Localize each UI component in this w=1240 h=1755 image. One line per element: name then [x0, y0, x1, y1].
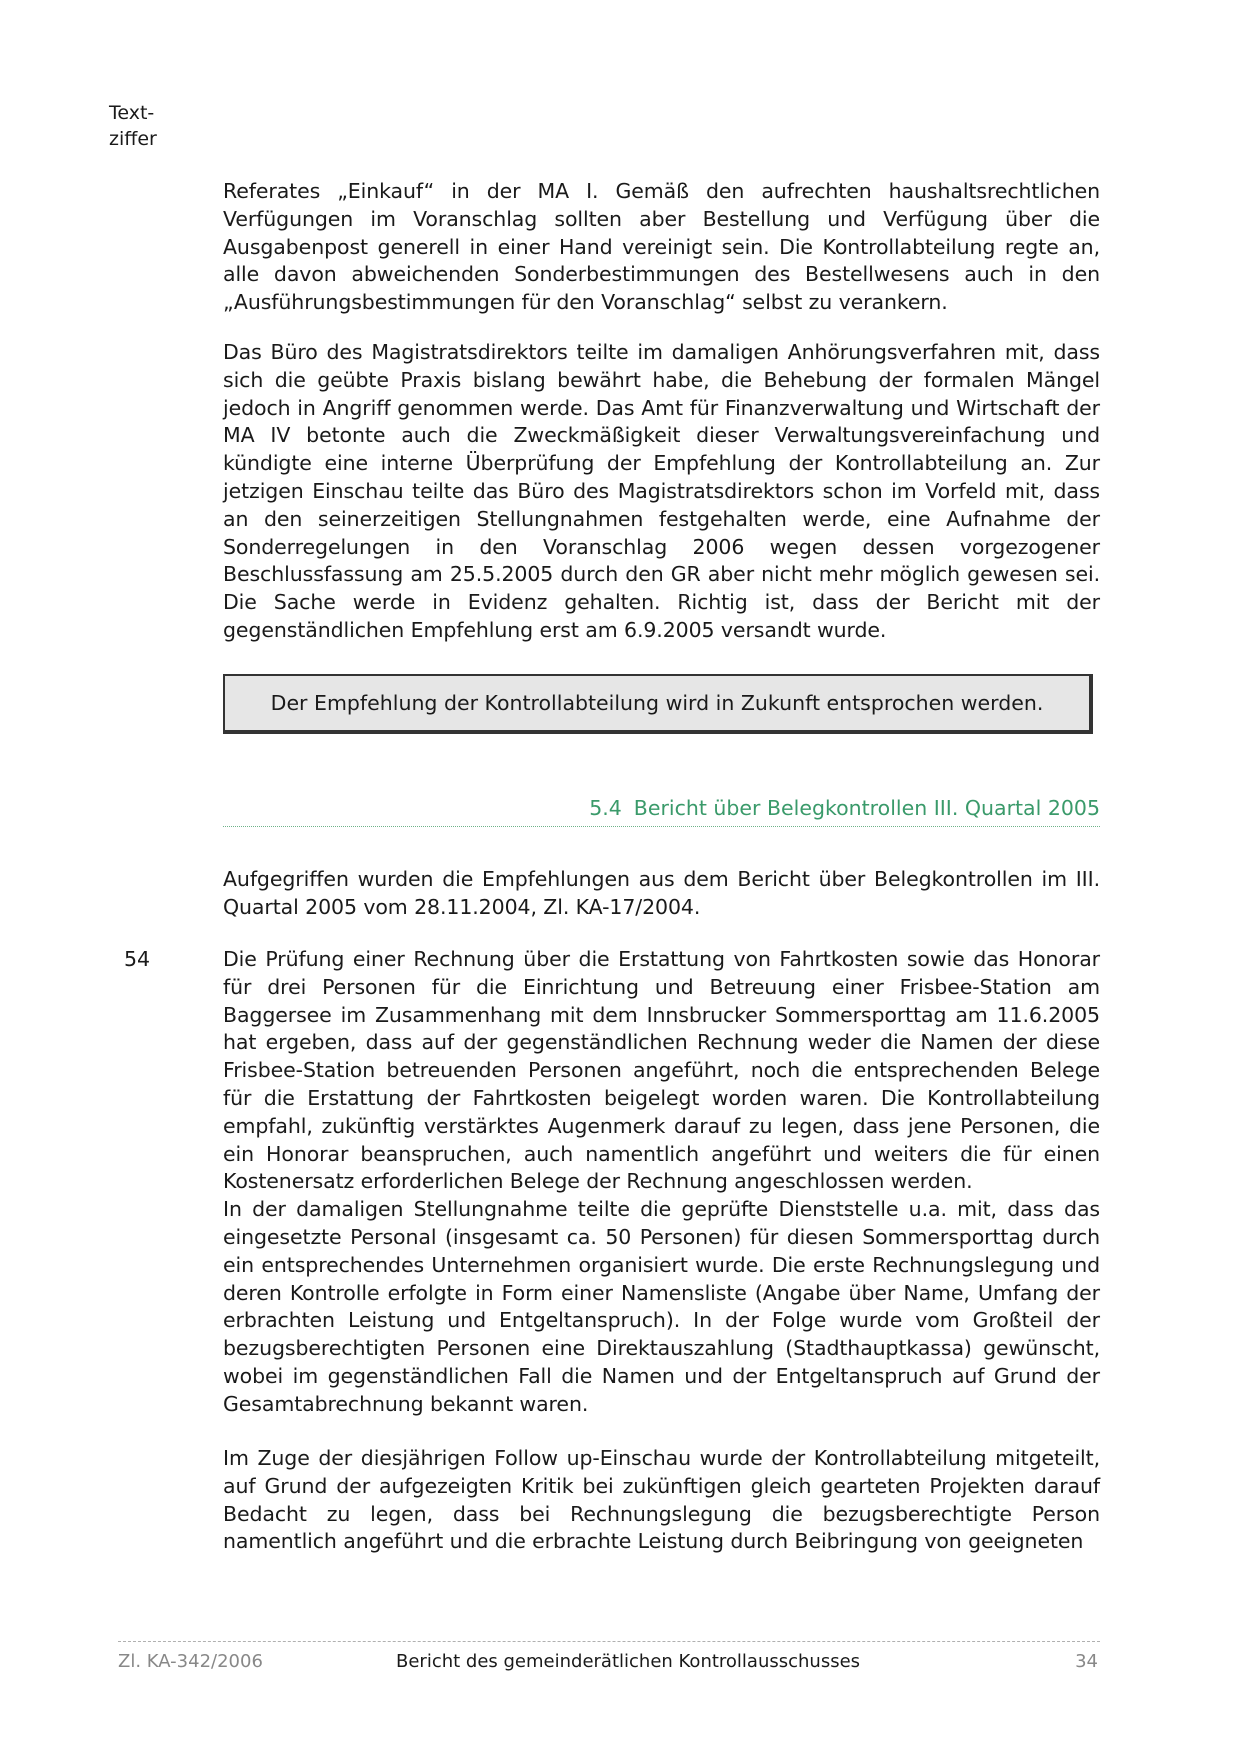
paragraph-text-stellungnahme: In der damaligen Stellungnahme teilte die geprüfte Dienststelle u.a. mit, dass das eingesetzte Personal (insgesamt ca. 50 Personen) für diesen Sommersporttag durch ein entsprechendes Unternehmen organisiert wurde. Die erste Rechnungslegung und deren Kontrolle erfolgte in Form einer Namensliste (Angabe über Name, Umfang der erbrachten Leistung und Entgeltanspruch). In der Folge wurde vom Großteil der bezugsberechtigten Personen eine Direktauszahlung (Stadthauptkassa) gewünscht, wobei im gegenständlichen Fall die Namen und der Entgeltanspruch auf Grund der Gesamtabrechnung bekannt waren.: [223, 1197, 1100, 1416]
paragraph-text: Das Büro des Magistratsdirektors teilte im damaligen Anhörungsverfahren mit, dass sich die geübte Praxis bislang bewährt habe, die Behebung der formalen Mängel jedoch in Angriff genommen werde. Das Amt für Finanzverwaltung und Wirtschaft der MA IV betonte auch die Zweckmäßigkeit dieser Verwaltungsvereinfachung und kündigte eine interne Überprüfung der Empfehlung der Kontrollabteilung an. Zur jetzigen Einschau teilte das Büro des Magistratsdirektors schon im Vorfeld mit, dass an den seinerzeitigen Stellungnahmen festgehalten werde, eine Aufnahme der Sonderregelungen in den Voranschlag 2006 wegen dessen vorgezogener Beschlussfassung am 25.5.2005 durch den GR aber nicht mehr möglich gewesen sei. Die Sache werde in Evidenz gehalten. Richtig ist, dass der Bericht mit der gegenständlichen Empfehlung erst am 6.9.2005 versandt wurde.: [223, 340, 1100, 642]
footer-title: Bericht des gemeinderätlichen Kontrollausschusses: [396, 1651, 861, 1672]
text-number-marker: 54: [124, 947, 151, 971]
section-title: Bericht über Belegkontrollen III. Quartal 2005: [633, 796, 1100, 820]
paragraph-text: Referates „Einkauf“ in der MA I. Gemäß den aufrechten haushaltsrechtlichen Verfügungen im Voranschlag sollten aber Bestellung und Verfügung über die Ausgabenpost generell in einer Hand vereinigt sein. Die Kontrollabteilung regte an, alle davon abweichenden Sonderbestimmungen des Bestellwesens auch in den „Ausführungsbestimmungen für den Voranschlag“ selbst zu verankern.: [223, 179, 1100, 315]
section-heading: [223, 796, 1100, 827]
paragraph-text: Die Prüfung einer Rechnung über die Erstattung von Fahrtkosten sowie das Honorar für drei Personen für die Einrichtung und Betreuung einer Frisbee-Station am Baggersee im Zusammenhang mit dem Innsbrucker Sommersporttag am 11.6.2005 hat ergeben, dass auf der gegenständlichen Rechnung weder die Namen der diese Frisbee-Station betreuenden Personen angeführt, noch die entsprechenden Belege für die Erstattung der Fahrtkosten beigelegt worden waren. Die Kontrollabteilung empfahl, zukünftig verstärktes Augenmerk darauf zu legen, dass jene Personen, die ein Honorar beanspruchen, auch namentlich angeführt und weiters die für einen Kostenersatz erforderlichen Belege der Rechnung angeschlossen werden.: [223, 947, 1100, 1194]
margin-label-line2: ziffer: [109, 128, 157, 150]
paragraph-text: Aufgegriffen wurden die Empfehlungen aus dem Bericht über Belegkontrollen im III. Quartal 2005 vom 28.11.2004, Zl. KA-17/2004.: [223, 867, 1100, 919]
paragraph-aufgegriffen: [223, 866, 1100, 922]
paragraph-referates: [223, 178, 1100, 317]
recommendation-callout-box: [223, 674, 1093, 734]
section-number: 5.4: [589, 796, 622, 820]
paragraph-pruefung-rechnung: [223, 946, 1100, 1419]
callout-text: Der Empfehlung der Kontrollabteilung wird in Zukunft entsprochen werden.: [270, 691, 1044, 715]
margin-label-line1: Text-: [109, 102, 155, 124]
margin-label: [109, 100, 157, 152]
paragraph-buero-magistratsdirektor: [223, 339, 1100, 645]
page-number: 34: [1075, 1651, 1098, 1672]
paragraph-follow-up: [223, 1445, 1100, 1556]
footer-reference: Zl. KA-342/2006: [118, 1651, 263, 1672]
footer-divider: [118, 1641, 1100, 1642]
paragraph-text: Im Zuge der diesjährigen Follow up-Einschau wurde der Kontrollabteilung mitgeteilt, auf Grund der aufgezeigten Kritik bei zukünftigen gleich gearteten Projekten darauf Bedacht zu legen, dass bei Rechnungslegung die bezugsberechtigte Person namentlich angeführt und die erbrachte Leistung durch Beibringung von geeigneten: [223, 1446, 1100, 1554]
